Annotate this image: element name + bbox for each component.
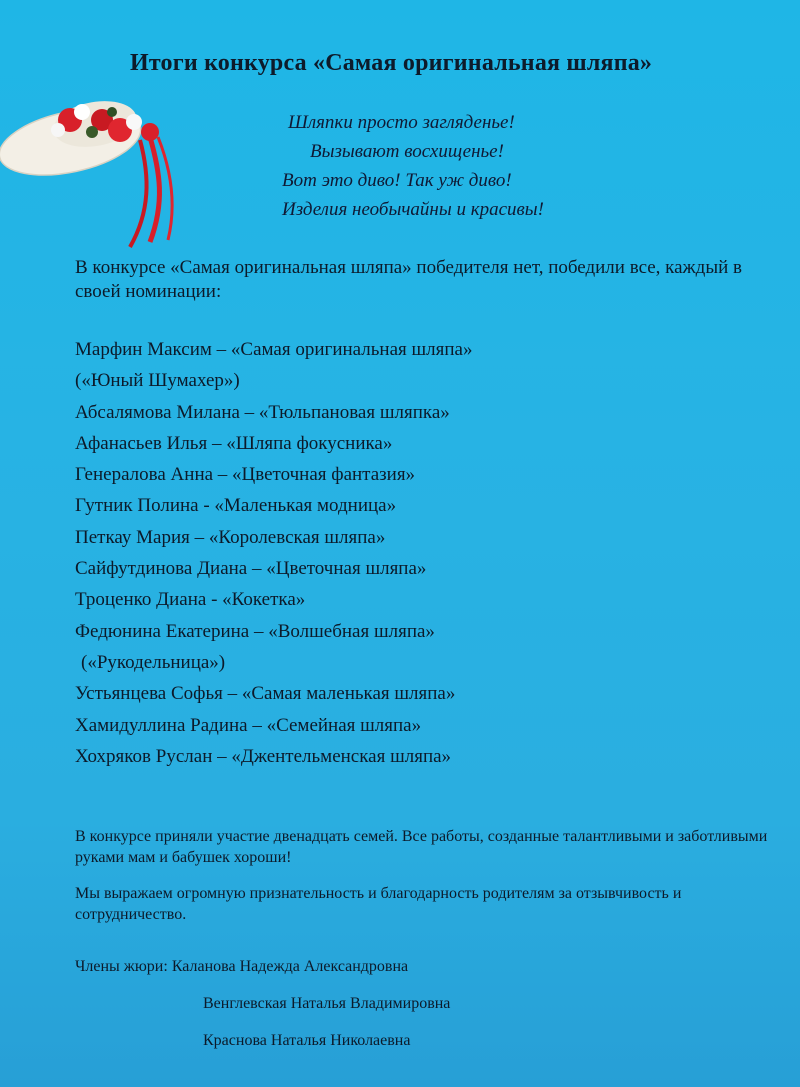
winner-row: Федюнина Екатерина – «Волшебная шляпа» [75, 620, 435, 642]
jury-row [75, 958, 775, 995]
poem-line: Вот это диво! Так уж диво! [282, 170, 512, 191]
jury-block [75, 958, 775, 1069]
gratitude-paragraph: Мы выражаем огромную признательность и благодарность родителям за отзывчивость и сотрудничество. [75, 885, 682, 923]
winner-row: Хохряков Руслан – «Джентельменская шляпа» [75, 745, 452, 767]
winner-row: Сайфутдинова Диана – «Цветочная шляпа» [75, 558, 427, 580]
jury-member: Венглевская Наталья Владимировна [203, 995, 451, 1012]
winner-row: Устьянцева Софья – «Самая маленькая шляпа» [75, 683, 456, 705]
page-title: Итоги конкурса «Самая оригинальная шляпа» [130, 50, 653, 76]
jury-member: Краснова Наталья Николаевна [203, 1032, 411, 1049]
winner-row: Марфин Максим – «Самая оригинальная шляпа» [75, 339, 473, 360]
winner-row: Хамидуллина Радина – «Семейная шляпа» [75, 714, 422, 736]
participation-paragraph: В конкурсе приняли участие двенадцать семей. Все работы, созданные талантливыми и заботливыми руками мам и бабушек хороши! [75, 828, 768, 866]
winner-row: («Рукодельница») [81, 651, 226, 673]
winner-row: Абсалямова Милана – «Тюльпановая шляпка» [75, 401, 450, 423]
sun-hat-icon [0, 92, 180, 252]
winner-row: Генералова Анна – «Цветочная фантазия» [75, 464, 416, 486]
poem-line: Вызывают восхищенье! [310, 141, 504, 162]
winner-row: Троценко Диана - «Кокетка» [75, 589, 306, 611]
jury-label: Члены жюри: [75, 958, 168, 975]
winner-row: Гутник Полина - «Маленькая модница» [75, 495, 397, 517]
jury-member: Каланова Надежда Александровна [171, 958, 409, 975]
winner-row: Афанасьев Илья – «Шляпа фокусника» [75, 432, 393, 454]
poem-line: Изделия необычайны и красивы! [282, 199, 544, 220]
intro-text: В конкурсе «Самая оригинальная шляпа» победителя нет, победили все, каждый в своей номинации: [75, 257, 742, 302]
winner-row: Петкау Мария – «Королевская шляпа» [75, 526, 386, 548]
footer-text [75, 826, 775, 940]
poem [282, 108, 702, 224]
poem-line: Шляпки просто загляденье! [288, 112, 515, 133]
winners-list [75, 334, 775, 772]
winner-row: («Юный Шумахер») [75, 370, 240, 392]
